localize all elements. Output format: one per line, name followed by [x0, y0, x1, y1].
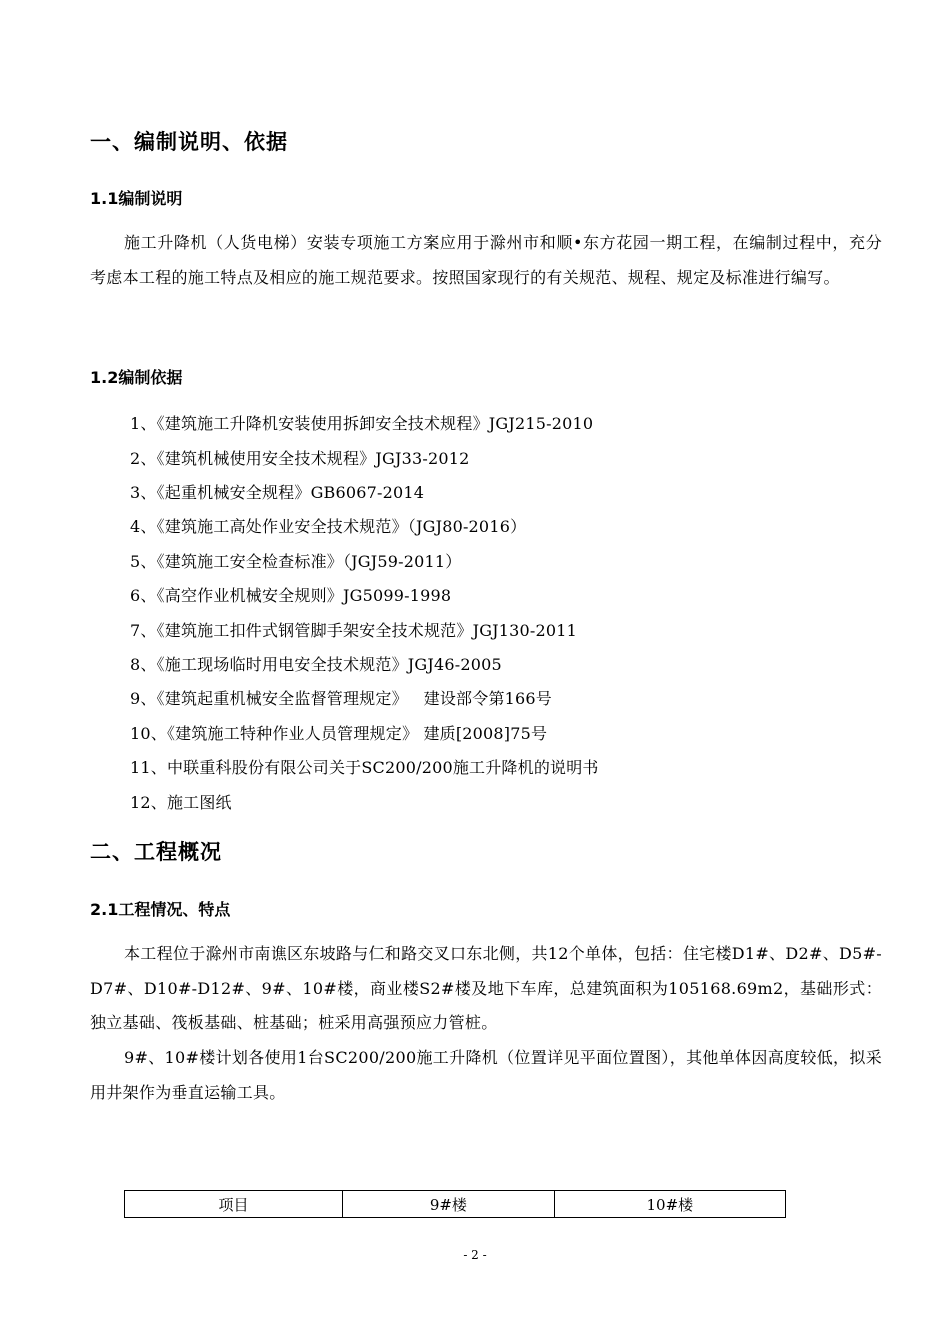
section-2-heading: 二、工程概况 — [90, 840, 222, 864]
reference-item-7: 7、《建筑施工扣件式钢管脚手架安全技术规范》JGJ130-2011 — [130, 621, 578, 640]
reference-item-1: 1、《建筑施工升降机安装使用拆卸安全技术规程》JGJ215-2010 — [130, 414, 594, 433]
reference-item-9: 9、《建筑起重机械安全监督管理规定》 建设部令第166号 — [130, 689, 552, 708]
reference-item-10: 10、《建筑施工特种作业人员管理规定》 建质[2008]75号 — [130, 724, 548, 743]
reference-item-5: 5、《建筑施工安全检查标准》（JGJ59-2011） — [130, 552, 462, 571]
reference-item-6: 6、《高空作业机械安全规则》JG5099-1998 — [130, 586, 452, 605]
table-header-cell: 10#楼 — [554, 1191, 785, 1218]
reference-item-12: 12、施工图纸 — [130, 793, 232, 812]
subsection-2-1-paragraph-1: 本工程位于滁州市南谯区东坡路与仁和路交叉口东北侧，共12个单体，包括：住宅楼D1#、D2#、D5#-D7#、D10#-D12#、9#、10#楼，商业楼S2#楼及地下车库，总建筑面积为105168.69m2，基础形式：独立基础、筏板基础、桩基础；桩采用高强预应力管桩。 — [90, 944, 883, 1032]
table-header-cell: 项目 — [125, 1191, 343, 1218]
table-header-row — [125, 1191, 786, 1218]
subsection-1-1-heading: 1.1编制说明 — [90, 189, 183, 208]
subsection-1-2-heading: 1.2编制依据 — [90, 368, 183, 387]
project-table — [124, 1190, 786, 1218]
reference-item-2: 2、《建筑机械使用安全技术规程》JGJ33-2012 — [130, 449, 470, 468]
section-1-heading: 一、编制说明、依据 — [90, 130, 288, 154]
reference-item-11: 11、中联重科股份有限公司关于SC200/200施工升降机的说明书 — [130, 758, 599, 777]
subsection-2-1-heading: 2.1工程情况、特点 — [90, 900, 231, 919]
reference-item-4: 4、《建筑施工高处作业安全技术规范》（JGJ80-2016） — [130, 517, 527, 536]
table-header-cell: 9#楼 — [343, 1191, 555, 1218]
reference-item-8: 8、《施工现场临时用电安全技术规范》JGJ46-2005 — [130, 655, 502, 674]
page-number: - 2 - — [463, 1248, 487, 1262]
reference-item-3: 3、《起重机械安全规程》GB6067-2014 — [130, 483, 425, 502]
subsection-2-1-paragraph-2: 9#、10#楼计划各使用1台SC200/200施工升降机（位置详见平面位置图），其他单体因高度较低，拟采用井架作为垂直运输工具。 — [90, 1048, 882, 1102]
subsection-1-1-paragraph: 施工升降机（人货电梯）安装专项施工方案应用于滁州市和顺•东方花园一期工程，在编制过程中，充分考虑本工程的施工特点及相应的施工规范要求。按照国家现行的有关规范、规程、规定及标准进行编写。 — [90, 233, 882, 287]
